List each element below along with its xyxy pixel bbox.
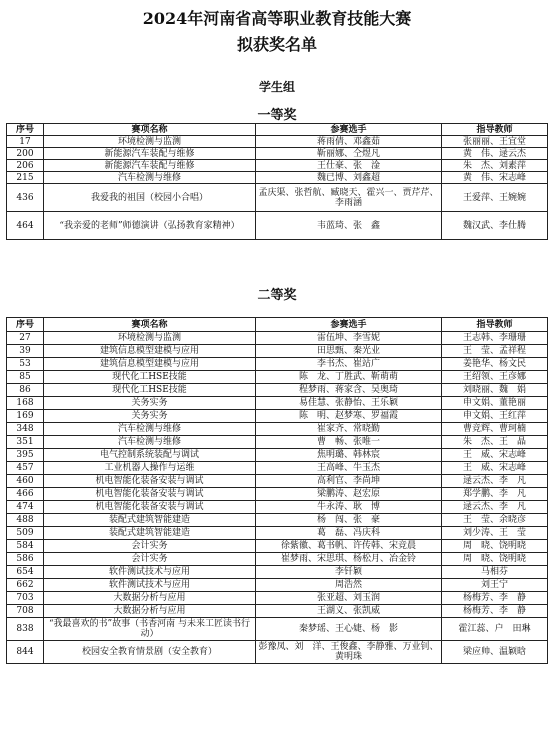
cell-event: 现代化工HSE技能 [44, 384, 256, 397]
cell-players: 曹 畅、张唯一 [256, 436, 442, 449]
table-row [7, 449, 548, 462]
cell-players: 张亚超、刘玉润 [256, 592, 442, 605]
first-prize-table [6, 123, 548, 240]
table-row [7, 618, 548, 641]
cell-teachers: 刘王宁 [442, 579, 548, 592]
cell-teachers: 王志韩、李珊珊 [442, 332, 548, 345]
cell-teachers: 郑学鹏、李 凡 [442, 488, 548, 501]
cell-teachers: 张丽丽、王宜堂 [442, 136, 548, 148]
cell-teachers: 黄 伟、宋志峰 [442, 172, 548, 184]
cell-teachers: 王 威、宋志峰 [442, 462, 548, 475]
table-row [7, 566, 548, 579]
table-row [7, 371, 548, 384]
cell-no: 436 [7, 184, 44, 212]
cell-teachers: 申文娟、董艳丽 [442, 397, 548, 410]
table-row [7, 501, 548, 514]
header-no: 序号 [7, 124, 44, 136]
cell-event: 会计实务 [44, 553, 256, 566]
cell-no: 168 [7, 397, 44, 410]
header-teachers: 指导教师 [442, 318, 548, 332]
cell-players: 王仕豪、张 淦 [256, 160, 442, 172]
cell-teachers: 杨梅芳、李 静 [442, 592, 548, 605]
cell-no: 206 [7, 160, 44, 172]
cell-teachers: 逯云杰、李 凡 [442, 475, 548, 488]
cell-players: 陈 龙、丁胜武、靳萌萌 [256, 371, 442, 384]
table-row [7, 423, 548, 436]
table-row [7, 514, 548, 527]
cell-players: 秦梦瑶、王心婕、杨 影 [256, 618, 442, 641]
cell-players: 王高峰、牛玉杰 [256, 462, 442, 475]
cell-event: 我爱我的祖国（校园小合唱） [44, 184, 256, 212]
cell-event: 新能源汽车装配与维修 [44, 160, 256, 172]
cell-no: 509 [7, 527, 44, 540]
cell-teachers: 魏汉武、李仕腾 [442, 212, 548, 240]
cell-teachers: 朱 杰、刘素萍 [442, 160, 548, 172]
cell-event: 会计实务 [44, 540, 256, 553]
cell-event: 装配式建筑智能建造 [44, 514, 256, 527]
table-row [7, 410, 548, 423]
table-row [7, 527, 548, 540]
cell-no: 351 [7, 436, 44, 449]
cell-event: 机电智能化装备安装与调试 [44, 501, 256, 514]
cell-no: 586 [7, 553, 44, 566]
header-no: 序号 [7, 318, 44, 332]
cell-event: 汽车检测与维修 [44, 423, 256, 436]
cell-event: 软件测试技术与应用 [44, 579, 256, 592]
cell-players: 陈 明、赵梦寒、罗福霞 [256, 410, 442, 423]
cell-event: 机电智能化装备安装与调试 [44, 475, 256, 488]
table-row [7, 397, 548, 410]
table-header-row [7, 124, 548, 136]
table-row [7, 172, 548, 184]
cell-players: 蒋雨倩、邓鑫茹 [256, 136, 442, 148]
table-row [7, 212, 548, 240]
cell-players: 焦明璐、韩林宸 [256, 449, 442, 462]
cell-no: 85 [7, 371, 44, 384]
table-row [7, 540, 548, 553]
table-row [7, 553, 548, 566]
cell-no: 844 [7, 641, 44, 664]
cell-players: 程梦雨、蒋家含、吴奥琦 [256, 384, 442, 397]
cell-teachers: 周 晓、饶明晓 [442, 553, 548, 566]
cell-event: 大数据分析与应用 [44, 605, 256, 618]
group-heading: 学生组 [258, 80, 295, 94]
table-row [7, 605, 548, 618]
cell-no: 215 [7, 172, 44, 184]
cell-event: 建筑信息模型建模与应用 [44, 358, 256, 371]
cell-no: 654 [7, 566, 44, 579]
table-header-row [7, 318, 548, 332]
cell-event: “我最喜欢的书”故事（书香河南 与未来工匠读书行动） [44, 618, 256, 641]
table-row [7, 184, 548, 212]
document-title: 2024年河南省高等职业教育技能大赛 [142, 9, 412, 28]
cell-teachers: 刘晓丽、魏 娟 [442, 384, 548, 397]
table-row [7, 641, 548, 664]
cell-event: 校园安全教育情景剧（安全教育） [44, 641, 256, 664]
first-prize-heading: 一等奖 [257, 108, 297, 123]
cell-event: 环境检测与监测 [44, 332, 256, 345]
cell-teachers: 刘少涛、王 莹 [442, 527, 548, 540]
table-row [7, 358, 548, 371]
cell-no: 488 [7, 514, 44, 527]
cell-teachers: 曹竞辉、曹珂楠 [442, 423, 548, 436]
table-row [7, 160, 548, 172]
table-row [7, 488, 548, 501]
cell-no: 464 [7, 212, 44, 240]
cell-teachers: 马相芬 [442, 566, 548, 579]
cell-players: 雷伍坤、李雪妮 [256, 332, 442, 345]
cell-event: 大数据分析与应用 [44, 592, 256, 605]
table-row [7, 384, 548, 397]
document-subtitle: 拟获奖名单 [236, 35, 317, 54]
table-row [7, 462, 548, 475]
cell-players: 靳丽娜、仝煜凡 [256, 148, 442, 160]
cell-no: 662 [7, 579, 44, 592]
cell-players: 葛 磊、冯庆科 [256, 527, 442, 540]
cell-no: 27 [7, 332, 44, 345]
cell-event: 软件测试技术与应用 [44, 566, 256, 579]
cell-teachers: 霍江蕊、户 田琳 [442, 618, 548, 641]
cell-no: 200 [7, 148, 44, 160]
cell-event: 装配式建筑智能建造 [44, 527, 256, 540]
cell-event: “我亲爱的老师”师德演讲（弘扬教育家精神） [44, 212, 256, 240]
cell-no: 169 [7, 410, 44, 423]
cell-players: 彭豫凤、刘 洋、王俊鑫、李静雅、万业钊、黄明珠 [256, 641, 442, 664]
cell-players: 李书杰、崔站广 [256, 358, 442, 371]
header-players: 参赛选手 [256, 124, 442, 136]
cell-teachers: 周 晓、饶明晓 [442, 540, 548, 553]
cell-event: 新能源汽车装配与维修 [44, 148, 256, 160]
cell-players: 易佳慧、张静怡、王乐颖 [256, 397, 442, 410]
table-row [7, 592, 548, 605]
cell-teachers: 王爱萍、王婉婉 [442, 184, 548, 212]
cell-players: 周浩然 [256, 579, 442, 592]
second-prize-heading: 二等奖 [257, 288, 297, 303]
cell-players: 孟庆渠、张哲航、臧晓天、霍兴一、贾芹芹、李雨涵 [256, 184, 442, 212]
cell-teachers: 申文娟、王红萍 [442, 410, 548, 423]
header-players: 参赛选手 [256, 318, 442, 332]
cell-players: 王湖义、张凯威 [256, 605, 442, 618]
cell-event: 工业机器人操作与运维 [44, 462, 256, 475]
cell-event: 现代化工HSE技能 [44, 371, 256, 384]
cell-no: 17 [7, 136, 44, 148]
table-row [7, 345, 548, 358]
cell-teachers: 王 威、宋志峰 [442, 449, 548, 462]
cell-players: 徐紫徽、葛书帆、许传韩、宋竞晨 [256, 540, 442, 553]
cell-players: 牛永涛、耿 博 [256, 501, 442, 514]
table-row [7, 579, 548, 592]
cell-no: 584 [7, 540, 44, 553]
cell-event: 建筑信息模型建模与应用 [44, 345, 256, 358]
cell-event: 关务实务 [44, 397, 256, 410]
cell-event: 汽车检测与维修 [44, 436, 256, 449]
table-row [7, 332, 548, 345]
cell-no: 460 [7, 475, 44, 488]
cell-teachers: 姜艳华、杨文民 [442, 358, 548, 371]
cell-no: 708 [7, 605, 44, 618]
cell-no: 395 [7, 449, 44, 462]
cell-teachers: 杨梅芳、李 静 [442, 605, 548, 618]
cell-players: 高利官、李尚坤 [256, 475, 442, 488]
cell-no: 474 [7, 501, 44, 514]
cell-event: 机电智能化装备安装与调试 [44, 488, 256, 501]
cell-event: 电气控制系统装配与调试 [44, 449, 256, 462]
table-row [7, 136, 548, 148]
cell-players: 田思甄、秦光业 [256, 345, 442, 358]
cell-no: 39 [7, 345, 44, 358]
cell-no: 703 [7, 592, 44, 605]
second-prize-table [6, 317, 548, 664]
cell-teachers: 黄 伟、逯云杰 [442, 148, 548, 160]
cell-teachers: 梁应帅、温颖晗 [442, 641, 548, 664]
cell-event: 汽车检测与维修 [44, 172, 256, 184]
cell-no: 466 [7, 488, 44, 501]
table-row [7, 148, 548, 160]
cell-event: 关务实务 [44, 410, 256, 423]
cell-event: 环境检测与监测 [44, 136, 256, 148]
cell-players: 李钎颖 [256, 566, 442, 579]
cell-no: 838 [7, 618, 44, 641]
header-event: 赛项名称 [44, 124, 256, 136]
cell-teachers: 王 莹、孟祥程 [442, 345, 548, 358]
cell-teachers: 王绍领、王彦娜 [442, 371, 548, 384]
cell-no: 348 [7, 423, 44, 436]
cell-players: 魏已博、刘鑫超 [256, 172, 442, 184]
cell-no: 457 [7, 462, 44, 475]
header-event: 赛项名称 [44, 318, 256, 332]
cell-teachers: 逯云杰、李 凡 [442, 501, 548, 514]
cell-players: 崔梦雨、宋思琪、杨松月、冶金铃 [256, 553, 442, 566]
cell-players: 梁鹏涛、赵宏原 [256, 488, 442, 501]
table-row [7, 436, 548, 449]
cell-players: 崔家齐、常晓勤 [256, 423, 442, 436]
table-row [7, 475, 548, 488]
cell-teachers: 王 莹、余晓彦 [442, 514, 548, 527]
cell-teachers: 朱 杰、王 晶 [442, 436, 548, 449]
cell-no: 53 [7, 358, 44, 371]
cell-players: 杨 闯、张 豪 [256, 514, 442, 527]
cell-players: 韦蓝琦、张 鑫 [256, 212, 442, 240]
cell-no: 86 [7, 384, 44, 397]
header-teachers: 指导教师 [442, 124, 548, 136]
